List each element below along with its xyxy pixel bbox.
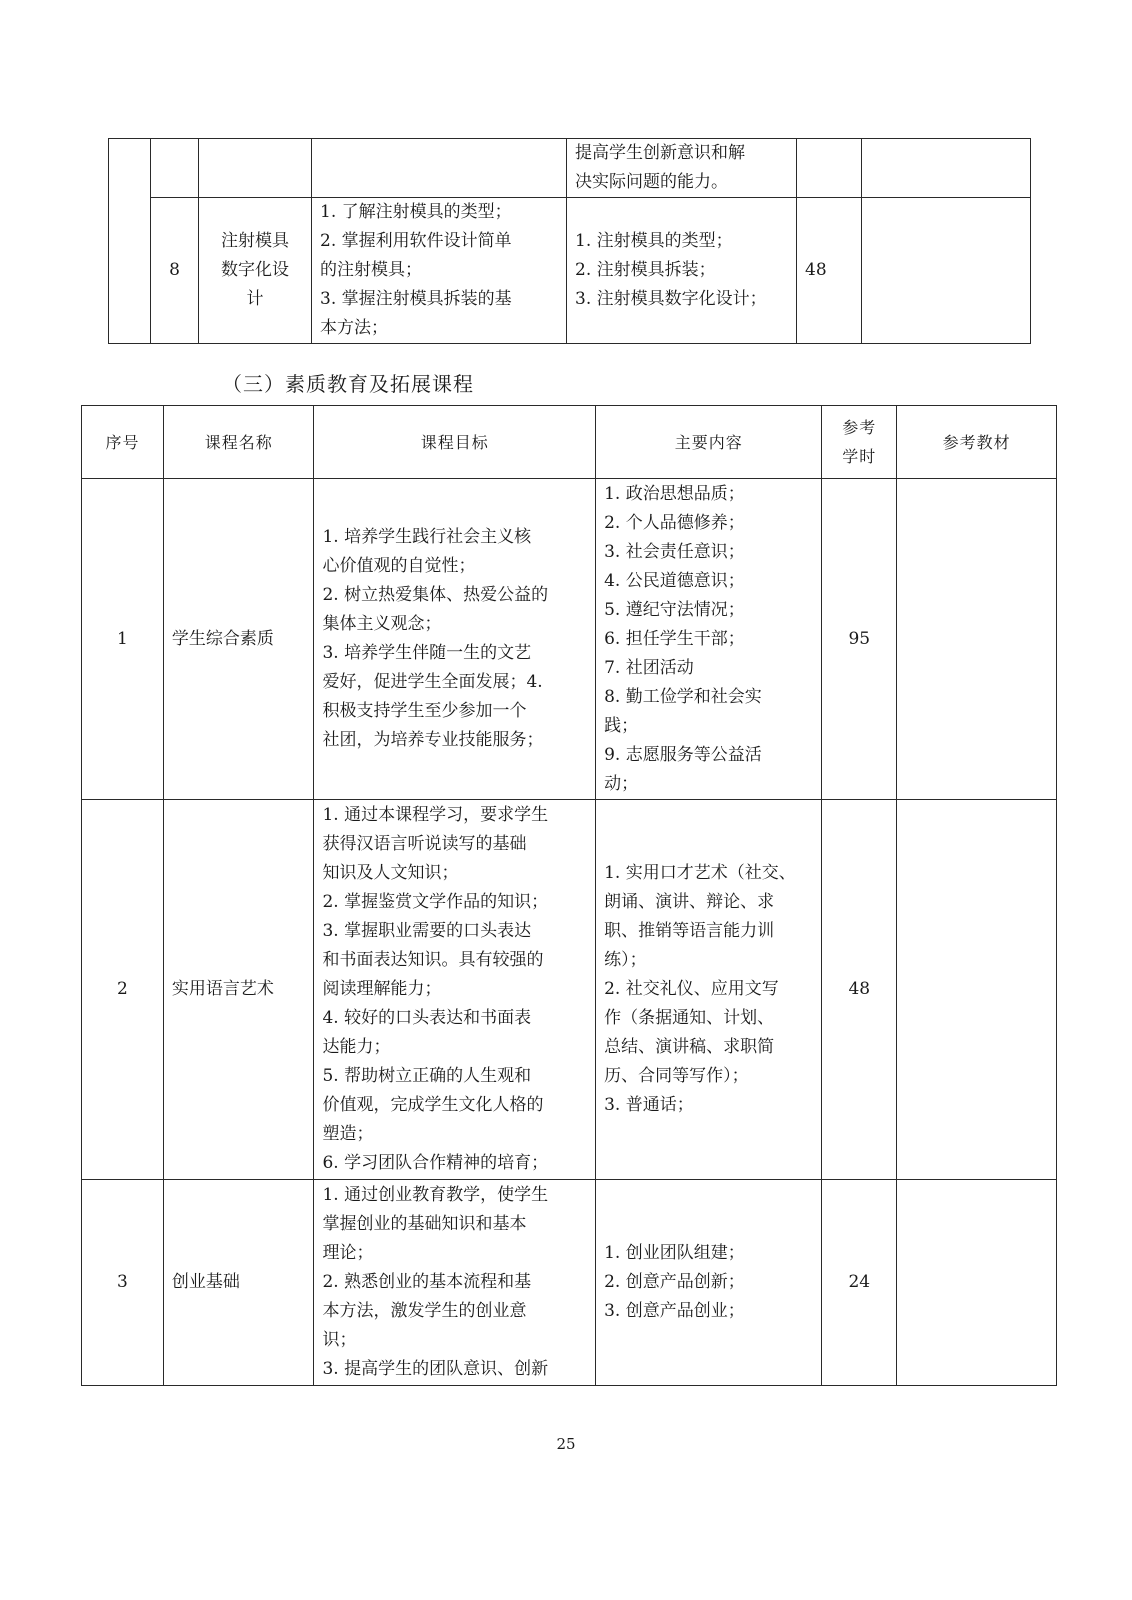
hours-cell [797, 139, 862, 198]
content-cell: 提高学生创新意识和解 决实际问题的能力。 [567, 139, 797, 198]
header-hours: 参考 学时 [822, 406, 897, 479]
hours-cell: 95 [822, 479, 897, 800]
content-cell: 1. 创业团队组建； 2. 创意产品创新； 3. 创意产品创业； [596, 1180, 822, 1386]
no-cell: 1 [82, 479, 164, 800]
content-cell: 1. 实用口才艺术（社交、 朗诵、演讲、辩论、求 职、推销等语言能力训 练）； 2. 社交礼仪、应用文写 作（条据通知、计划、 总结、演讲稿、求职简 历、合同等写作）； 3. 普通话； [596, 800, 822, 1180]
header-content: 主要内容 [596, 406, 822, 479]
hours-cell: 48 [822, 800, 897, 1180]
textbook-cell [897, 800, 1057, 1180]
header-goals: 课程目标 [314, 406, 596, 479]
textbook-cell [862, 198, 1031, 344]
goals-cell: 1. 通过创业教育教学，使学生 掌握创业的基础知识和基本 理论； 2. 熟悉创业的基本流程和基 本方法，激发学生的创业意 识； 3. 提高学生的团队意识、创新 [314, 1180, 596, 1386]
merged-category-cell [109, 139, 151, 344]
no-cell: 8 [151, 198, 199, 344]
header-name: 课程名称 [163, 406, 314, 479]
goals-cell: 1. 了解注射模具的类型； 2. 掌握利用软件设计简单 的注射模具； 3. 掌握注射模具拆装的基 本方法； [312, 198, 567, 344]
textbook-cell [897, 1180, 1057, 1386]
page-number: 25 [556, 1435, 576, 1453]
table-row [82, 800, 1057, 1180]
table-header-row [82, 406, 1057, 479]
name-cell [199, 139, 312, 198]
name-cell: 实用语言艺术 [163, 800, 314, 1180]
name-cell: 注射模具 数字化设 计 [199, 198, 312, 344]
quality-education-table [81, 405, 1057, 1386]
content-cell: 1. 注射模具的类型； 2. 注射模具拆装； 3. 注射模具数字化设计； [567, 198, 797, 344]
table-row [109, 198, 1031, 344]
header-textbook: 参考教材 [897, 406, 1057, 479]
table-row [82, 1180, 1057, 1386]
content-cell: 1. 政治思想品质； 2. 个人品德修养； 3. 社会责任意识； 4. 公民道德意识； 5. 遵纪守法情况； 6. 担任学生干部； 7. 社团活动 8. 勤工俭学和社会实 践； 9. 志愿服务等公益活 动； [596, 479, 822, 800]
goals-cell: 1. 通过本课程学习，要求学生 获得汉语言听说读写的基础 知识及人文知识； 2. 掌握鉴赏文学作品的知识； 3. 掌握职业需要的口头表达 和书面表达知识。具有较强的 阅读理解能力； 4. 较好的口头表达和书面表 达能力； 5. 帮助树立正确的人生观和 价值观，完成学生文化人格的 塑造； 6. 学习团队合作精神的培育； [314, 800, 596, 1180]
hours-cell: 48 [797, 198, 862, 344]
header-no: 序号 [82, 406, 164, 479]
goals-cell: 1. 培养学生践行社会主义核 心价值观的自觉性； 2. 树立热爱集体、热爱公益的 集体主义观念； 3. 培养学生伴随一生的文艺 爱好，促进学生全面发展；4. 积极支持学生至少参加一个 社团，为培养专业技能服务； [314, 479, 596, 800]
textbook-cell [897, 479, 1057, 800]
continuation-table [108, 138, 1031, 344]
name-cell: 学生综合素质 [163, 479, 314, 800]
goals-cell [312, 139, 567, 198]
section-heading: （三）素质教育及拓展课程 [222, 372, 474, 396]
hours-cell: 24 [822, 1180, 897, 1386]
name-cell: 创业基础 [163, 1180, 314, 1386]
table-row [109, 139, 1031, 198]
no-cell: 3 [82, 1180, 164, 1386]
no-cell [151, 139, 199, 198]
no-cell: 2 [82, 800, 164, 1180]
textbook-cell [862, 139, 1031, 198]
table-row [82, 479, 1057, 800]
